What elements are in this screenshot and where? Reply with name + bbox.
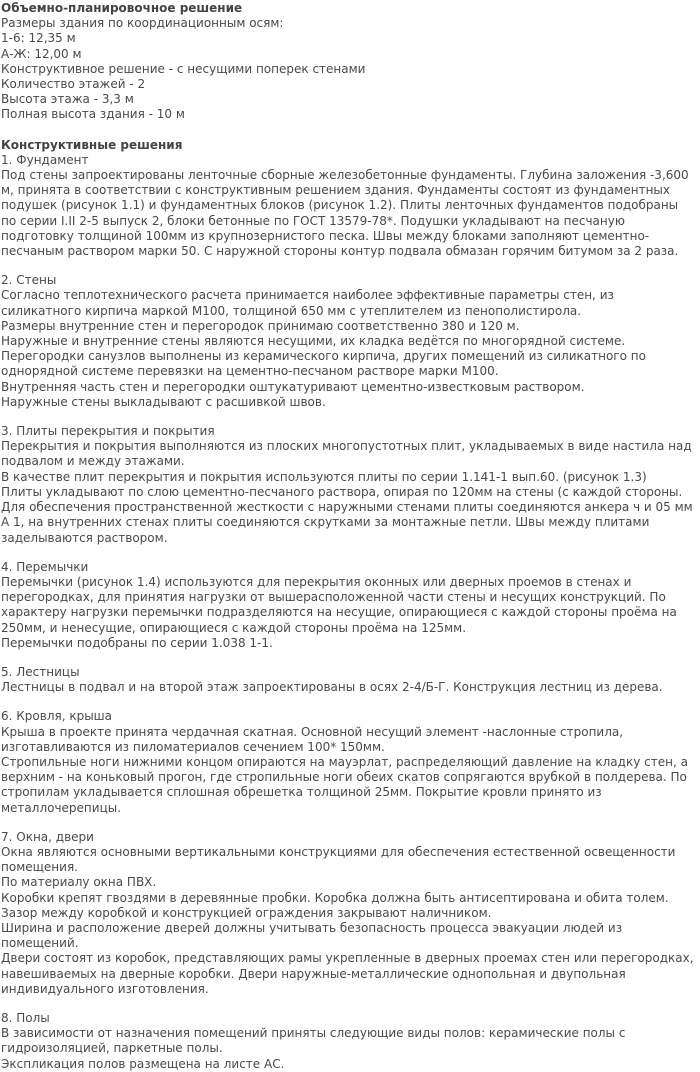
text-line: Размеры здания по координационным осям: <box>1 16 284 31</box>
paragraph: Стропильные ноги нижними концом опираются на мауэрлат, распределяющий давление на кладку стен, а верхним - на коньковый прогон, где стропильные ноги обеих скатов сопрягаются врубкой в полдерева. По стропилам укладывается сплошная обрешетка толщиной 25мм. Покрытие кровли принято из металлочерепицы. <box>1 754 692 815</box>
text-line: Высота этажа - 3,3 м <box>1 92 134 107</box>
paragraph: Перекрытия и покрытия выполняются из плоских многопустотных плит, укладываемых в виде настила над подвалом и между этажами. <box>1 439 696 469</box>
paragraph: Ширина и расположение дверей должны учитывать безопасность процесса эвакуации людей из помещений. <box>1 920 626 951</box>
paragraph: Внутренняя часть стен и перегородки оштукатуривают цементно-известковым раствором. <box>1 379 585 394</box>
subsection-title-windows-doors: 7. Окна, двери <box>1 829 94 844</box>
paragraph: По материалу окна ПВХ. <box>1 875 157 890</box>
spacer <box>1 259 697 273</box>
text-line: 1-6: 12,35 м <box>1 31 76 46</box>
subsection-title-foundation: 1. Фундамент <box>1 152 89 167</box>
paragraph: Согласно теплотехнического расчета принимается наиболее эффективные параметры стен, из силикатного кирпича маркой М100, толщиной 650 мм с утеплителем из пенополистирола. <box>1 288 618 318</box>
paragraph: Плиты укладывают по слою цементно-песчаного раствора, опирая по 120мм на стены (с каждой стороны. Для обеспечения пространственной жесткости с наружными стенами плиты соединяются анкера ч и 05 мм А 1, на внутренних стенах плиты соединяются скрутками за монтажные петли. Швы между плитами заделываются раствором. <box>1 484 697 545</box>
paragraph: Экспликация полов размещена на листе АС. <box>1 1056 285 1071</box>
spacer <box>1 651 697 665</box>
paragraph: Наружные стены выкладывают с расшивкой швов. <box>1 394 326 409</box>
paragraph: Перемычки подобраны по серии 1.038 1-1. <box>1 635 273 650</box>
paragraph: В качестве плит перекрытия и покрытия используются плиты по серии 1.141-1 вып.60. (рисунок 1.3) <box>1 469 647 484</box>
spacer <box>1 997 697 1011</box>
paragraph: Перемычки (рисунок 1.4) используются для перекрытия оконных или дверных проемов в стенах и перегородках, для принятия нагрузки от вышерасположенной части стены и несущих конструкций. По характеру нагрузки перемычки подразделяются на несущие, опирающиеся с каждой стороны проёма на 250мм, и ненесущие, опирающиеся с каждой стороны проёма на 125мм. <box>1 574 681 635</box>
section-heading-planning: Объемно-планировочное решение <box>1 1 243 15</box>
paragraph: В зависимости от назначения помещений приняты следующие виды полов: керамические полы с гидроизоляцией, паркетные полы. <box>1 1026 630 1056</box>
spacer <box>1 816 697 830</box>
paragraph: Крыша в проекте принята чердачная скатная. Основной несущий элемент -наслонные стропила, изготавливаются из пиломатериалов сечением 100* 150мм. <box>1 724 627 754</box>
paragraph: Под стены запроектированы ленточные сборные железобетонные фундаменты. Глубина заложения -3,600 м, принята в соответствии с конструктивным решением здания. Фундаменты состоят из фундаментных подушек (рисунок 1.1) и фундаментных блоков (рисунок 1.2). Плиты ленточных фундаментов подобраны по серии I.II 2-5 выпуск 2, блоки бетонные по ГОСТ 13579-78*. Подушки укладывают на песчаную подготовку толщиной 100мм из крупнозернистого песка. Швы между блоками заполняют цементно-песчаным раствором марки 50. С наружной стороны контур подвала обмазан горячим битумом за 2 раза. <box>1 168 693 259</box>
paragraph: Размеры внутренние стен и перегородок принимаю соответственно 380 и 120 м. <box>1 318 520 333</box>
text-line: А-Ж: 12,00 м <box>1 46 82 61</box>
paragraph: Лестницы в подвал и на второй этаж запроектированы в осях 2-4/Б-Г. Конструкция лестниц из дерева. <box>1 680 663 695</box>
paragraph: Окна являются основными вертикальными конструкциями для обеспечения естественной освещенности помещения. <box>1 844 680 875</box>
subsection-title-lintels: 4. Перемычки <box>1 559 89 574</box>
paragraph: Наружные и внутренние стены являются несущими, их кладка ведётся по многорядной системе. Перегородки санузлов выполнены из керамического кирпича, других помещений из силикатного по однорядной системе перевязки на цементно-песчаном растворе марки М100. <box>1 334 650 379</box>
subsection-title-roof: 6. Кровля, крыша <box>1 709 113 724</box>
text-line: Полная высота здания - 10 м <box>1 107 185 122</box>
paragraph: Двери состоят из коробок, представляющих рамы укрепленные в дверных проемах стен или перегородках, навешиваемых на дверные коробки. Двери наружные-металлические однопольная и двупольная индивидуального изготовления. <box>1 951 698 996</box>
section-heading-structural: Конструктивные решения <box>1 137 183 152</box>
paragraph: Коробки крепят гвоздями в деревянные пробки. Коробка должна быть антисептирована и обита толем. Зазор между коробкой и конструкцией ограждения закрывают наличником. <box>1 890 673 920</box>
subsection-title-walls: 2. Стены <box>1 273 57 288</box>
text-line: Количество этажей - 2 <box>1 77 146 92</box>
text-line: Конструктивное решение - с несущими поперек стенами <box>1 61 366 76</box>
subsection-title-slabs: 3. Плиты перекрытия и покрытия <box>1 424 215 439</box>
spacer <box>1 546 697 560</box>
spacer <box>1 123 697 138</box>
spacer <box>1 410 697 424</box>
subsection-title-floors: 8. Полы <box>1 1010 50 1025</box>
spacer <box>1 695 697 709</box>
subsection-title-stairs: 5. Лестницы <box>1 664 80 679</box>
